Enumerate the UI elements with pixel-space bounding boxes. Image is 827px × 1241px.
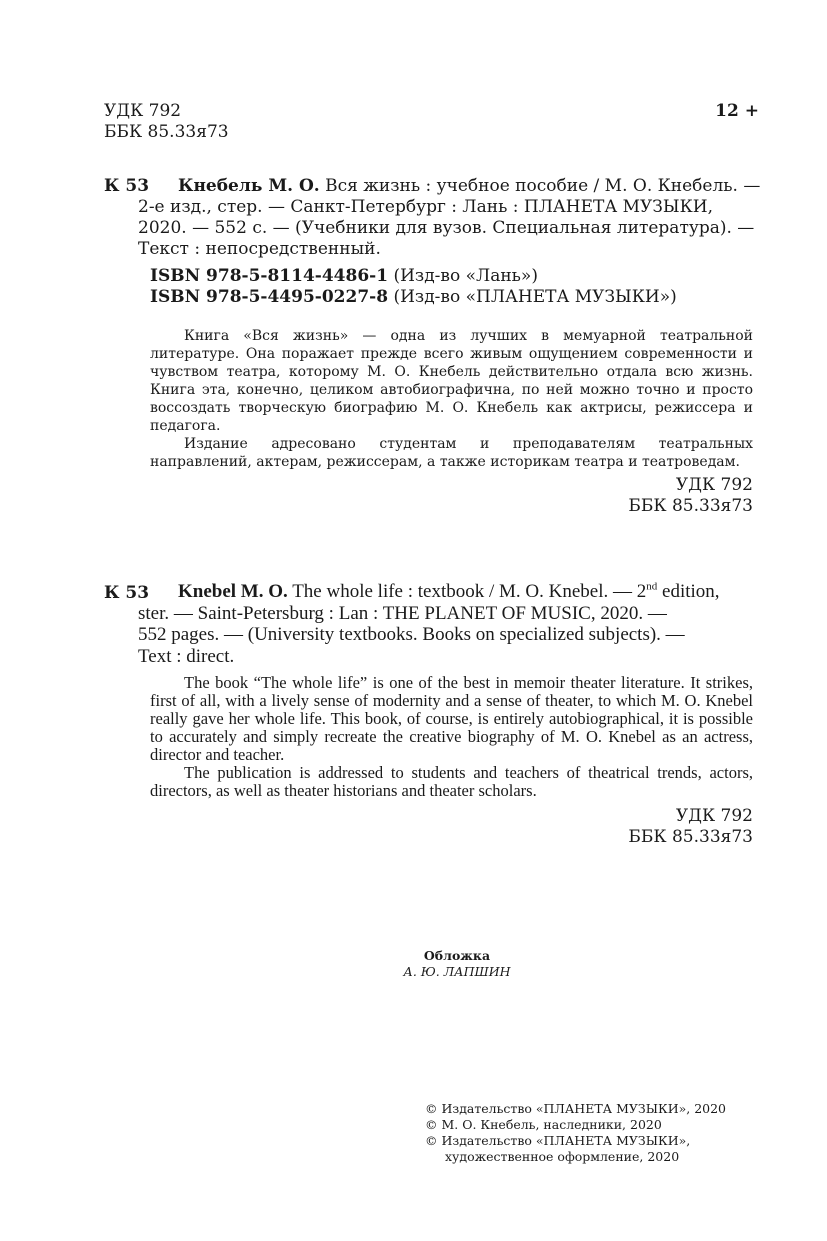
ru-desc-line-3: 2020. — 552 с. — (Учебники для вузов. Специальная литература). — [138, 218, 755, 238]
ru-desc-line-4: Текст : непосредственный. [138, 239, 381, 259]
copyright-line-3: © Издательство «ПЛАНЕТА МУЗЫКИ», [425, 1133, 691, 1148]
copyright-block [425, 1101, 726, 1165]
ru-bottom-classification [628, 475, 753, 517]
en-bottom-bbk: ББК 85.33я73 [628, 827, 753, 847]
ru-annotation-p2: Издание адресовано студентам и преподавателям театральных направлений, актерам, режиссерам, а также историкам театра и театроведам. [150, 436, 753, 470]
copyright-line-2: © М. О. Кнебель, наследники, 2020 [425, 1117, 662, 1132]
ru-isbn-2: ISBN 978-5-4495-0227-8 (Изд-во «ПЛАНЕТА МУЗЫКИ») [150, 287, 677, 307]
ru-annotation [150, 327, 753, 471]
en-bottom-classification [628, 806, 753, 848]
en-annotation-p1: The book “The whole life” is one of the best in memoir theater literature. It strikes, first of all, with a lively sense of modernity and a sense of theater, to which M. O. Knebel really gave her whole life. This book, of course, is entirely autobiographical, it is possible to accurately and simply recreate the creative biography of M. O. Knebel as an actress, director and teacher. [150, 673, 753, 764]
en-desc-line-2: ster. — Saint-Petersburg : Lan : THE PLANET OF MUSIC, 2020. — [138, 602, 667, 624]
copyright-line-1: © Издательство «ПЛАНЕТА МУЗЫКИ», 2020 [425, 1101, 727, 1116]
ru-desc-line-2: 2-е изд., стер. — Санкт-Петербург : Лань : ПЛАНЕТА МУЗЫКИ, [138, 197, 714, 217]
ru-author: Кнебель М. О. [178, 176, 320, 196]
ru-desc-line-1: Кнебель М. О. Вся жизнь : учебное пособие / М. О. Кнебель. — [178, 176, 761, 196]
en-description [138, 581, 754, 667]
en-desc-line-3: 552 pages. — (University textbooks. Books on specialized subjects). — [138, 624, 685, 645]
top-bbk: ББК 85.33я73 [104, 122, 229, 142]
ru-isbn-block [150, 266, 677, 308]
en-bottom-udk: УДК 792 [675, 806, 753, 826]
age-rating: 12 + [715, 101, 759, 121]
en-desc-line-1: Knebel M. O. The whole life : textbook / M. O. Knebel. — 2nd edition, [178, 580, 720, 602]
en-desc-line-4: Text : direct. [138, 645, 235, 667]
cover-label: Обложка [423, 948, 491, 963]
en-annotation-p2: The publication is addressed to students and teachers of theatrical trends, actors, directors, as well as theater historians and theater scholars. [150, 763, 753, 800]
en-author-code: К 53 [104, 583, 150, 603]
top-udk-bbk [104, 101, 229, 143]
en-author: Knebel M. O. [178, 581, 288, 602]
en-annotation [150, 674, 753, 800]
ru-bottom-udk: УДК 792 [675, 475, 753, 495]
cover-credit [0, 948, 827, 980]
ru-isbn-1: ISBN 978-5-8114-4486-1 (Изд-во «Лань») [150, 266, 538, 286]
top-udk: УДК 792 [104, 101, 182, 121]
ru-bottom-bbk: ББК 85.33я73 [628, 496, 753, 516]
copyright-line-4: художественное оформление, 2020 [445, 1149, 680, 1164]
ru-author-code: К 53 [104, 176, 150, 196]
ru-description [138, 176, 761, 260]
ru-annotation-p1: Книга «Вся жизнь» — одна из лучших в мемуарной театральной литературе. Она поражает прежде всего живым ощущением современности и чувством театра, которому М. О. Кнебель действительно отдала всю жизнь. Книга эта, конечно, целиком автобиографична, по ней можно точно и просто воссоздать творческую биографию М. О. Кнебель как актрисы, режиссера и педагога. [150, 328, 753, 434]
cover-artist: А. Ю. ЛАПШИН [403, 964, 511, 979]
